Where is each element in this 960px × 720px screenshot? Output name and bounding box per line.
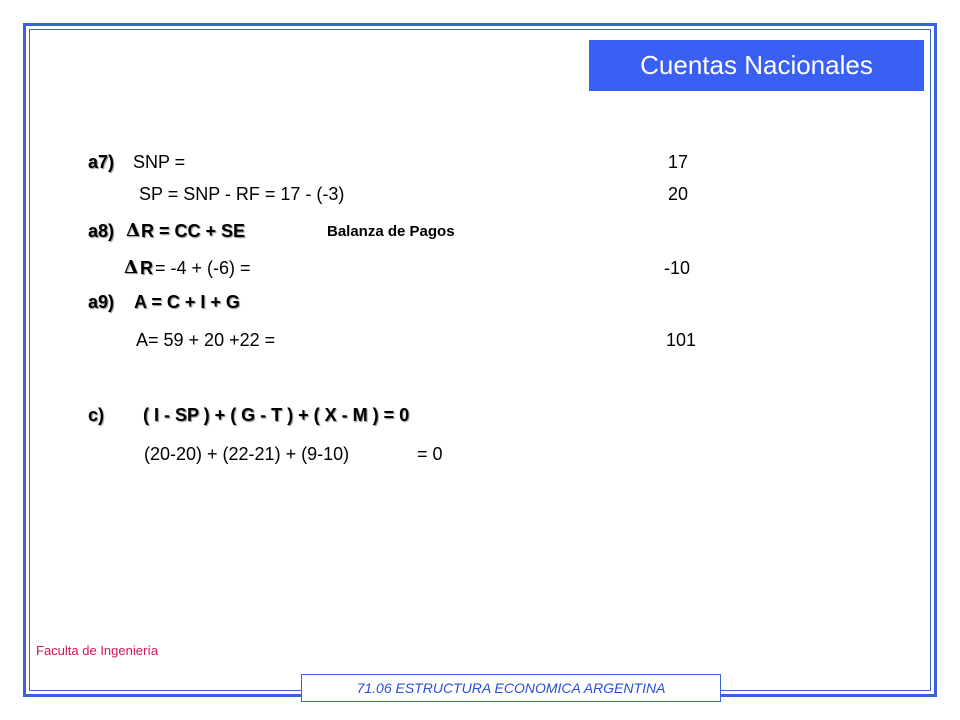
a-calc-expression: A= 59 + 20 +22 = (136, 330, 276, 350)
c-calc-expression: (20-20) + (22-21) + (9-10) (144, 444, 350, 464)
a8-expression: R = CC + SE (141, 221, 246, 241)
dr-value: -10 (664, 258, 691, 278)
a-calc-value: 101 (666, 330, 697, 350)
c-expression: ( I - SP ) + ( G - T ) + ( X - M ) = 0 (143, 405, 410, 425)
c-label: c) (88, 405, 105, 425)
dr-letter: R (140, 258, 153, 278)
balanza-de-pagos-note: Balanza de Pagos (327, 223, 455, 240)
a8-label: a8) (88, 221, 115, 241)
sp-value: 20 (668, 184, 689, 204)
a7-value: 17 (668, 152, 689, 172)
slide-title (589, 40, 924, 91)
slide-frame-inner (29, 29, 931, 691)
dr-delta-symbol: Δ (124, 257, 138, 278)
a7-label: a7) (88, 152, 115, 172)
institution-label: Faculta de Ingeniería (36, 643, 159, 658)
slide-title-text: Cuentas Nacionales (640, 50, 873, 80)
sp-expression: SP = SNP - RF = 17 - (-3) (139, 184, 345, 204)
a9-label: a9) (88, 292, 115, 312)
c-calc-result: = 0 (417, 444, 443, 464)
dr-expression: = -4 + (-6) = (155, 258, 251, 278)
a8-delta-symbol: Δ (126, 220, 140, 241)
a9-expression: A = C + I + G (134, 292, 240, 312)
course-footer-text: 71.06 ESTRUCTURA ECONOMICA ARGENTINA (356, 680, 666, 696)
a7-expression: SNP = (133, 152, 186, 172)
course-footer (301, 674, 721, 702)
